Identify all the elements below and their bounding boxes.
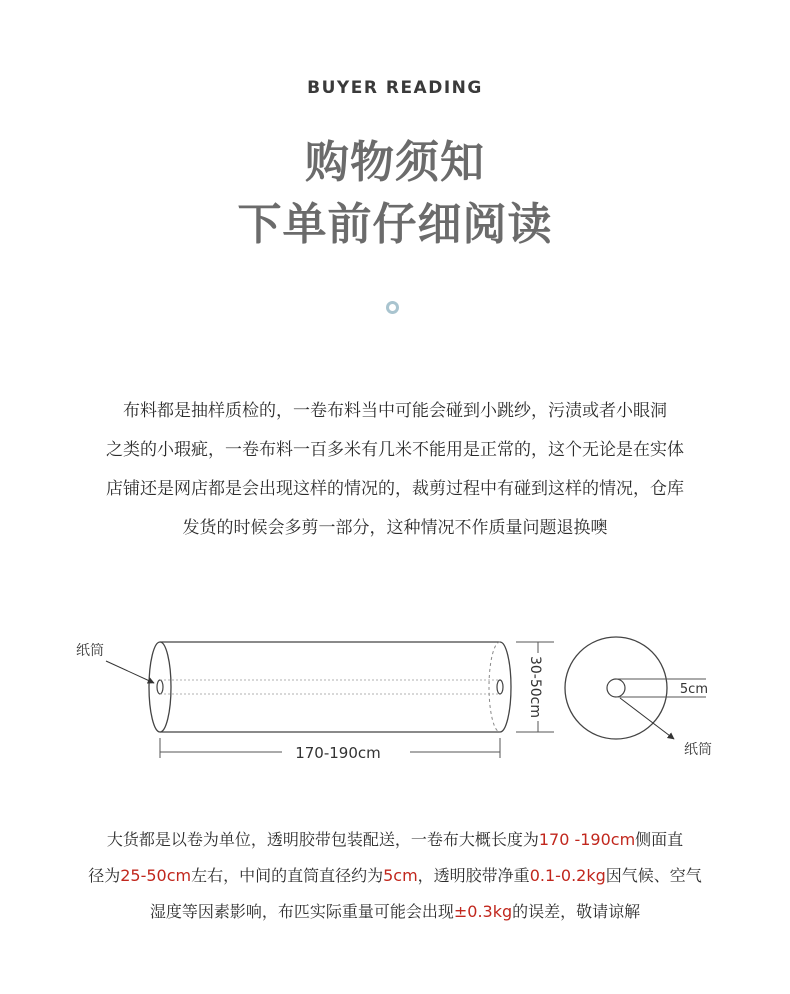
text-segment: 侧面直 xyxy=(635,830,684,849)
text-segment: 大货都是以卷为单位，透明胶带包装配送，一卷布大概长度为 xyxy=(106,830,539,849)
text-segment: 左右，中间的直筒直径约为 xyxy=(191,866,384,885)
fabric-roll-diagram xyxy=(60,625,730,775)
diameter-dimension-label: 30-50cm xyxy=(527,655,543,719)
tape-weight-value: 0.1-0.2kg xyxy=(529,866,606,885)
ring-decoration xyxy=(386,301,399,314)
roll-side-view xyxy=(149,642,511,732)
roll-length-value: 170 -190cm xyxy=(538,830,636,849)
text-segment: 径为 xyxy=(88,866,121,885)
bulk-info-paragraph xyxy=(56,822,734,930)
page-title: 购物须知 xyxy=(305,137,485,188)
right-tube-label: 纸筒 xyxy=(684,742,712,758)
core-diameter-label: 5cm xyxy=(679,682,708,697)
bulk-info-line-3 xyxy=(56,894,734,930)
weight-tolerance-value: ±0.3kg xyxy=(453,902,513,921)
core-tube-left xyxy=(157,680,163,694)
section-eyebrow: BUYER READING xyxy=(307,78,483,98)
bulk-info-line-2 xyxy=(56,858,734,894)
text-segment: 因气候、空气 xyxy=(605,866,702,885)
bulk-info-line-1 xyxy=(56,822,734,858)
notice-line: 布料都是抽样质检的，一卷布料当中可能会碰到小跳纱，污渍或者小眼洞 xyxy=(123,401,667,421)
left-tube-label: 纸筒 xyxy=(76,643,104,659)
notice-paragraph xyxy=(56,392,734,548)
text-segment: 的误差，敬请谅解 xyxy=(512,902,641,921)
notice-line: 之类的小瑕疵，一卷布料一百多米有几米不能用是正常的，这个无论是在实体 xyxy=(106,440,684,460)
text-segment: ，透明胶带净重 xyxy=(417,866,530,885)
text-segment: 湿度等因素影响，布匹实际重量可能会出现 xyxy=(149,902,454,921)
roll-diameter-value: 25-50cm xyxy=(120,866,192,885)
core-diameter-value: 5cm xyxy=(383,866,418,885)
roll-end-view xyxy=(565,637,667,739)
page-subtitle: 下单前仔细阅读 xyxy=(237,199,553,250)
notice-line: 发货的时候会多剪一部分，这种情况不作质量问题退换噢 xyxy=(182,518,608,538)
length-dimension-label: 170-190cm xyxy=(295,744,381,762)
notice-line: 店铺还是网店都是会出现这样的情况的，裁剪过程中有碰到这样的情况，仓库 xyxy=(106,479,684,499)
core-tube-right xyxy=(497,680,503,694)
